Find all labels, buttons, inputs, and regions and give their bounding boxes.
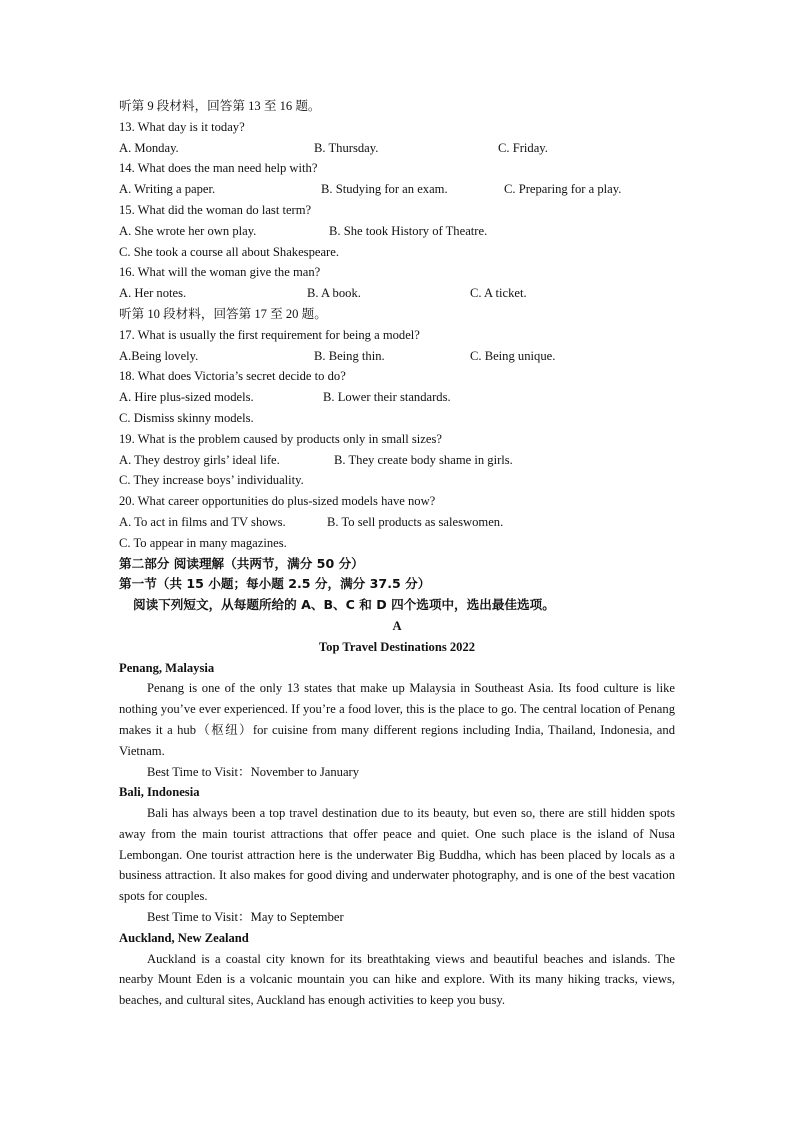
question-15: 15. What did the woman do last term?: [119, 202, 312, 217]
option-b: B. To sell products as saleswomen.: [327, 514, 504, 529]
part-two-title: 第二部分 阅读理解（共两节，满分 50 分）: [119, 555, 364, 571]
question-13-options: [119, 138, 675, 159]
option-b: B. Studying for an exam.: [321, 182, 448, 197]
question-14-options: [119, 179, 675, 200]
passage-title: Top Travel Destinations 2022: [318, 639, 476, 654]
question-18: 18. What does Victoria’s secret decide to do?: [119, 369, 346, 384]
question-17-options: [119, 346, 675, 367]
option-a: A. To act in films and TV shows.: [119, 514, 286, 529]
question-17: 17. What is usually the first requirement for being a model?: [119, 327, 420, 342]
option-c: C. Dismiss skinny models.: [119, 410, 254, 425]
question-13: 13. What day is it today?: [119, 119, 245, 134]
question-20-options: [119, 512, 675, 533]
section-10-instruction: 听第 10 段材料，回答第 17 至 20 题。: [119, 306, 327, 321]
passage-letter: A: [392, 618, 402, 633]
option-a: A. Hire plus-sized models.: [119, 390, 254, 405]
option-a: A. She wrote her own play.: [119, 223, 257, 238]
destination-body-bali: Bali has always been a top travel destination due to its beauty, but even so, there are still hidden spots away from the main tourist attractions that offer peace and quiet. One such place is the island of Nusa Lembongan. One tourist attraction here is the underwater Big Buddha, which has been placed by locals as a business attraction. It also makes for good diving and underwater photography, and is one of the best vacation spots for couples.: [119, 806, 675, 904]
option-a: A. They destroy girls’ ideal life.: [119, 452, 280, 467]
destination-body-auckland: Auckland is a coastal city known for its breathtaking views and beautiful beaches and islands. The nearby Mount Eden is a volcanic mountain you can hike and explore. With its many hiking tracks, views, beaches, and cultural sites, Auckland has enough activities to keep you busy.: [119, 951, 675, 1008]
question-16-options: [119, 283, 675, 304]
destination-heading-auckland: Auckland, New Zealand: [119, 930, 249, 945]
question-19-options: [119, 450, 675, 471]
question-14: 14. What does the man need help with?: [119, 161, 318, 176]
destination-heading-bali: Bali, Indonesia: [119, 785, 200, 800]
option-a: A. Monday.: [119, 140, 179, 155]
option-c: C. Being unique.: [470, 348, 556, 363]
option-b: B. Lower their standards.: [323, 390, 451, 405]
exam-page: [119, 96, 675, 1011]
question-18-options: [119, 387, 675, 408]
destination-body-penang: Penang is one of the only 13 states that make up Malaysia in Southeast Asia. Its food culture is like nothing you’ve ever experienced. If you’re a food lover, this is the place to go. The central location of Penang makes it a hub（枢纽）for cuisine from many different regions including India, Thailand, Indonesia, and Vietnam.: [119, 681, 675, 758]
option-c: C. To appear in many magazines.: [119, 535, 287, 550]
reading-instruction: 阅读下列短文，从每题所给的 A、B、C 和 D 四个选项中，选出最佳选项。: [133, 597, 555, 613]
question-15-options: [119, 221, 675, 242]
option-c: C. A ticket.: [470, 286, 527, 301]
option-b: B. Thursday.: [314, 140, 379, 155]
option-c: C. Preparing for a play.: [504, 182, 622, 197]
option-c: C. Friday.: [498, 140, 548, 155]
question-19: 19. What is the problem caused by products only in small sizes?: [119, 431, 442, 446]
section-9-instruction: 听第 9 段材料，回答第 13 至 16 题。: [119, 99, 321, 113]
question-16: 16. What will the woman give the man?: [119, 265, 321, 280]
option-b: B. Being thin.: [314, 348, 385, 363]
section-one-title: 第一节（共 15 小题；每小题 2.5 分，满分 37.5 分）: [119, 576, 431, 592]
option-a: A. Writing a paper.: [119, 182, 216, 197]
best-time-bali: Best Time to Visit：May to September: [147, 910, 344, 925]
option-a: A.Being lovely.: [119, 348, 199, 363]
best-time-penang: Best Time to Visit：November to January: [147, 764, 360, 779]
destination-heading-penang: Penang, Malaysia: [119, 660, 215, 675]
option-b: B. A book.: [307, 286, 361, 301]
question-20: 20. What career opportunities do plus-sized models have now?: [119, 494, 436, 509]
option-a: A. Her notes.: [119, 286, 187, 301]
option-b: B. She took History of Theatre.: [329, 223, 488, 238]
option-b: B. They create body shame in girls.: [334, 452, 513, 467]
option-c: C. They increase boys’ individuality.: [119, 473, 304, 488]
option-c: C. She took a course all about Shakespeare.: [119, 244, 339, 259]
